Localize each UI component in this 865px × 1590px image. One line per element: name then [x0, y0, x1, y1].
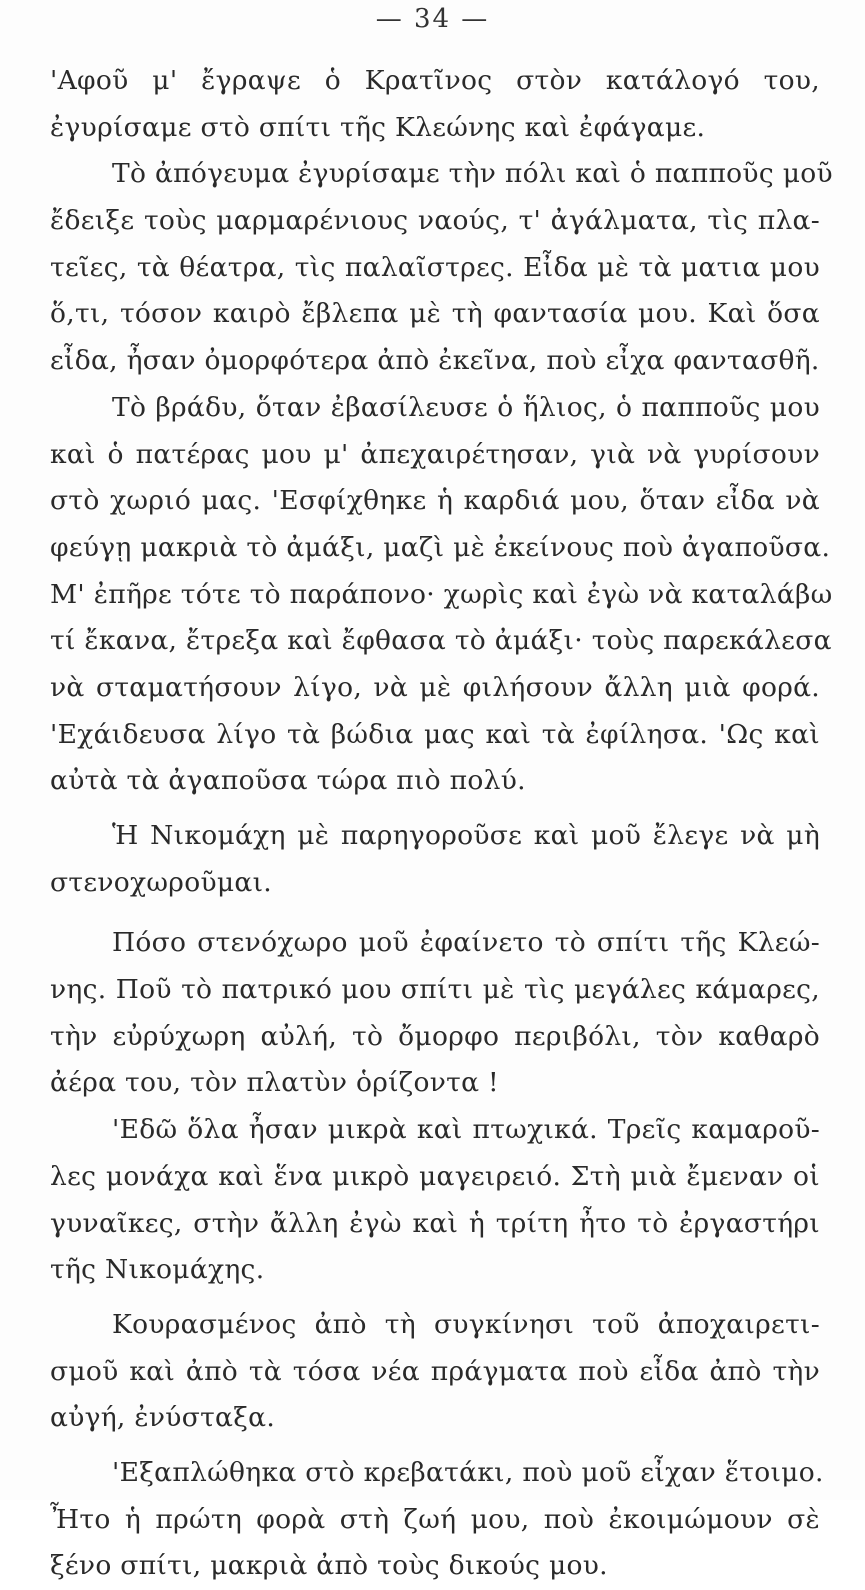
text-line: Ἡ Νικομάχη μὲ παρηγοροῦσε καὶ μοῦ ἔλεγε νὰ μὴ: [112, 820, 820, 851]
text-line: Ἦτο ἡ πρώτη φορὰ στὴ ζωή μου, ποὺ ἐκοιμώμουν σὲ: [50, 1503, 820, 1535]
text-line: 'Εξαπλώθηκα στὸ κρεβατάκι, ποὺ μοῦ εἶχαν ἕτοιμο.: [112, 1456, 824, 1488]
text-line: τί ἔκανα, ἔτρεξα καὶ ἔφθασα τὸ ἀμάξι· τοὺς παρεκάλεσα: [50, 625, 832, 657]
text-line: εἶδα, ἦσαν ὀμορφότερα ἀπὸ ἐκεῖνα, ποὺ εἶχα φαντασθῆ.: [50, 345, 820, 377]
text-line: ἐγυρίσαμε στὸ σπίτι τῆς Κλεώνης καὶ ἐφάγαμε.: [50, 111, 706, 143]
text-line: στὸ χωριό μας. 'Εσφίχθηκε ἡ καρδιά μου, ὅταν εἶδα νὰ: [50, 485, 820, 517]
text-line: στενοχωροῦμαι.: [50, 866, 272, 898]
text-line: καὶ ὁ πατέρας μου μ' ἀπεχαιρέτησαν, γιὰ νὰ γυρίσουν: [50, 438, 820, 470]
text-line: Πόσο στενόχωρο μοῦ ἐφαίνετο τὸ σπίτι τῆς Κλεώ-: [112, 927, 820, 959]
text-line: 'Εχάιδευσα λίγο τὰ βώδια μας καὶ τὰ ἐφίλησα. 'Ως καὶ: [50, 718, 820, 750]
text-line: Κουρασμένος ἀπὸ τὴ συγκίνησι τοῦ ἀποχαιρετι-: [112, 1308, 820, 1340]
text-line: ξένο σπίτι, μακριὰ ἀπὸ τοὺς δικούς μου.: [50, 1550, 608, 1582]
text-line: φεύγῃ μακριὰ τὸ ἀμάξι, μαζὶ μὲ ἐκείνους ποὺ ἀγαποῦσα.: [50, 531, 831, 563]
text-line: 'Εδῶ ὅλα ἦσαν μικρὰ καὶ πτωχικά. Τρεῖς καμαροῦ-: [112, 1114, 820, 1146]
text-line: αὐγή, ἐνύσταξα.: [50, 1402, 276, 1434]
text-line: ἔδειξε τοὺς μαρμαρένιους ναούς, τ' ἀγάλματα, τὶς πλα-: [50, 205, 820, 237]
text-line: αὐτὰ τὰ ἀγαποῦσα τώρα πιὸ πολύ.: [50, 765, 526, 797]
text-line: ἀέρα του, τὸν πλατὺν ὁρίζοντα !: [50, 1067, 499, 1099]
text-line: 'Αφοῦ μ' ἔγραψε ὁ Κρατῖνος στὸν κατάλογό του,: [50, 65, 820, 96]
text-line: τῆς Νικομάχης.: [50, 1254, 265, 1286]
text-line: λες μονάχα καὶ ἕνα μικρὸ μαγειρειό. Στὴ μιὰ ἔμεναν οἱ: [50, 1160, 820, 1192]
text-line: Τὸ βράδυ, ὅταν ἐβασίλευσε ὁ ἥλιος, ὁ παπποῦς μου: [112, 391, 820, 423]
text-line: νης. Ποῦ τὸ πατρικό μου σπίτι μὲ τὶς μεγάλες κάμαρες,: [50, 974, 820, 1006]
text-line: Μ' ἐπῆρε τότε τὸ παράπονο· χωρὶς καὶ ἐγὼ νὰ καταλάβω: [50, 578, 833, 610]
text-line: Τὸ ἀπόγευμα ἐγυρίσαμε τὴν πόλι καὶ ὁ παπποῦς μοῦ: [112, 158, 833, 190]
page-number: — 34 —: [375, 4, 490, 34]
text-line: σμοῦ καὶ ἀπὸ τὰ τόσα νέα πράγματα ποὺ εἶδα ἀπὸ τὴν: [50, 1355, 820, 1387]
text-line: γυναῖκες, στὴν ἄλλη ἐγὼ καὶ ἡ τρίτη ἦτο τὸ ἐργαστήρι: [50, 1207, 820, 1239]
text-line: τὴν εὐρύχωρη αὐλή, τὸ ὄμορφο περιβόλι, τὸν καθαρὸ: [50, 1020, 820, 1052]
text-line: ὅ,τι, τόσον καιρὸ ἔβλεπα μὲ τὴ φαντασία μου. Καὶ ὅσα: [50, 298, 820, 330]
text-line: νὰ σταματήσουν λίγο, νὰ μὲ φιλήσουν ἄλλη μιὰ φορά.: [50, 671, 820, 703]
text-line: τεῖες, τὰ θέατρα, τὶς παλαῖστρες. Εἶδα μὲ τὰ ματια μου: [50, 251, 820, 283]
text-body: [50, 58, 833, 1590]
